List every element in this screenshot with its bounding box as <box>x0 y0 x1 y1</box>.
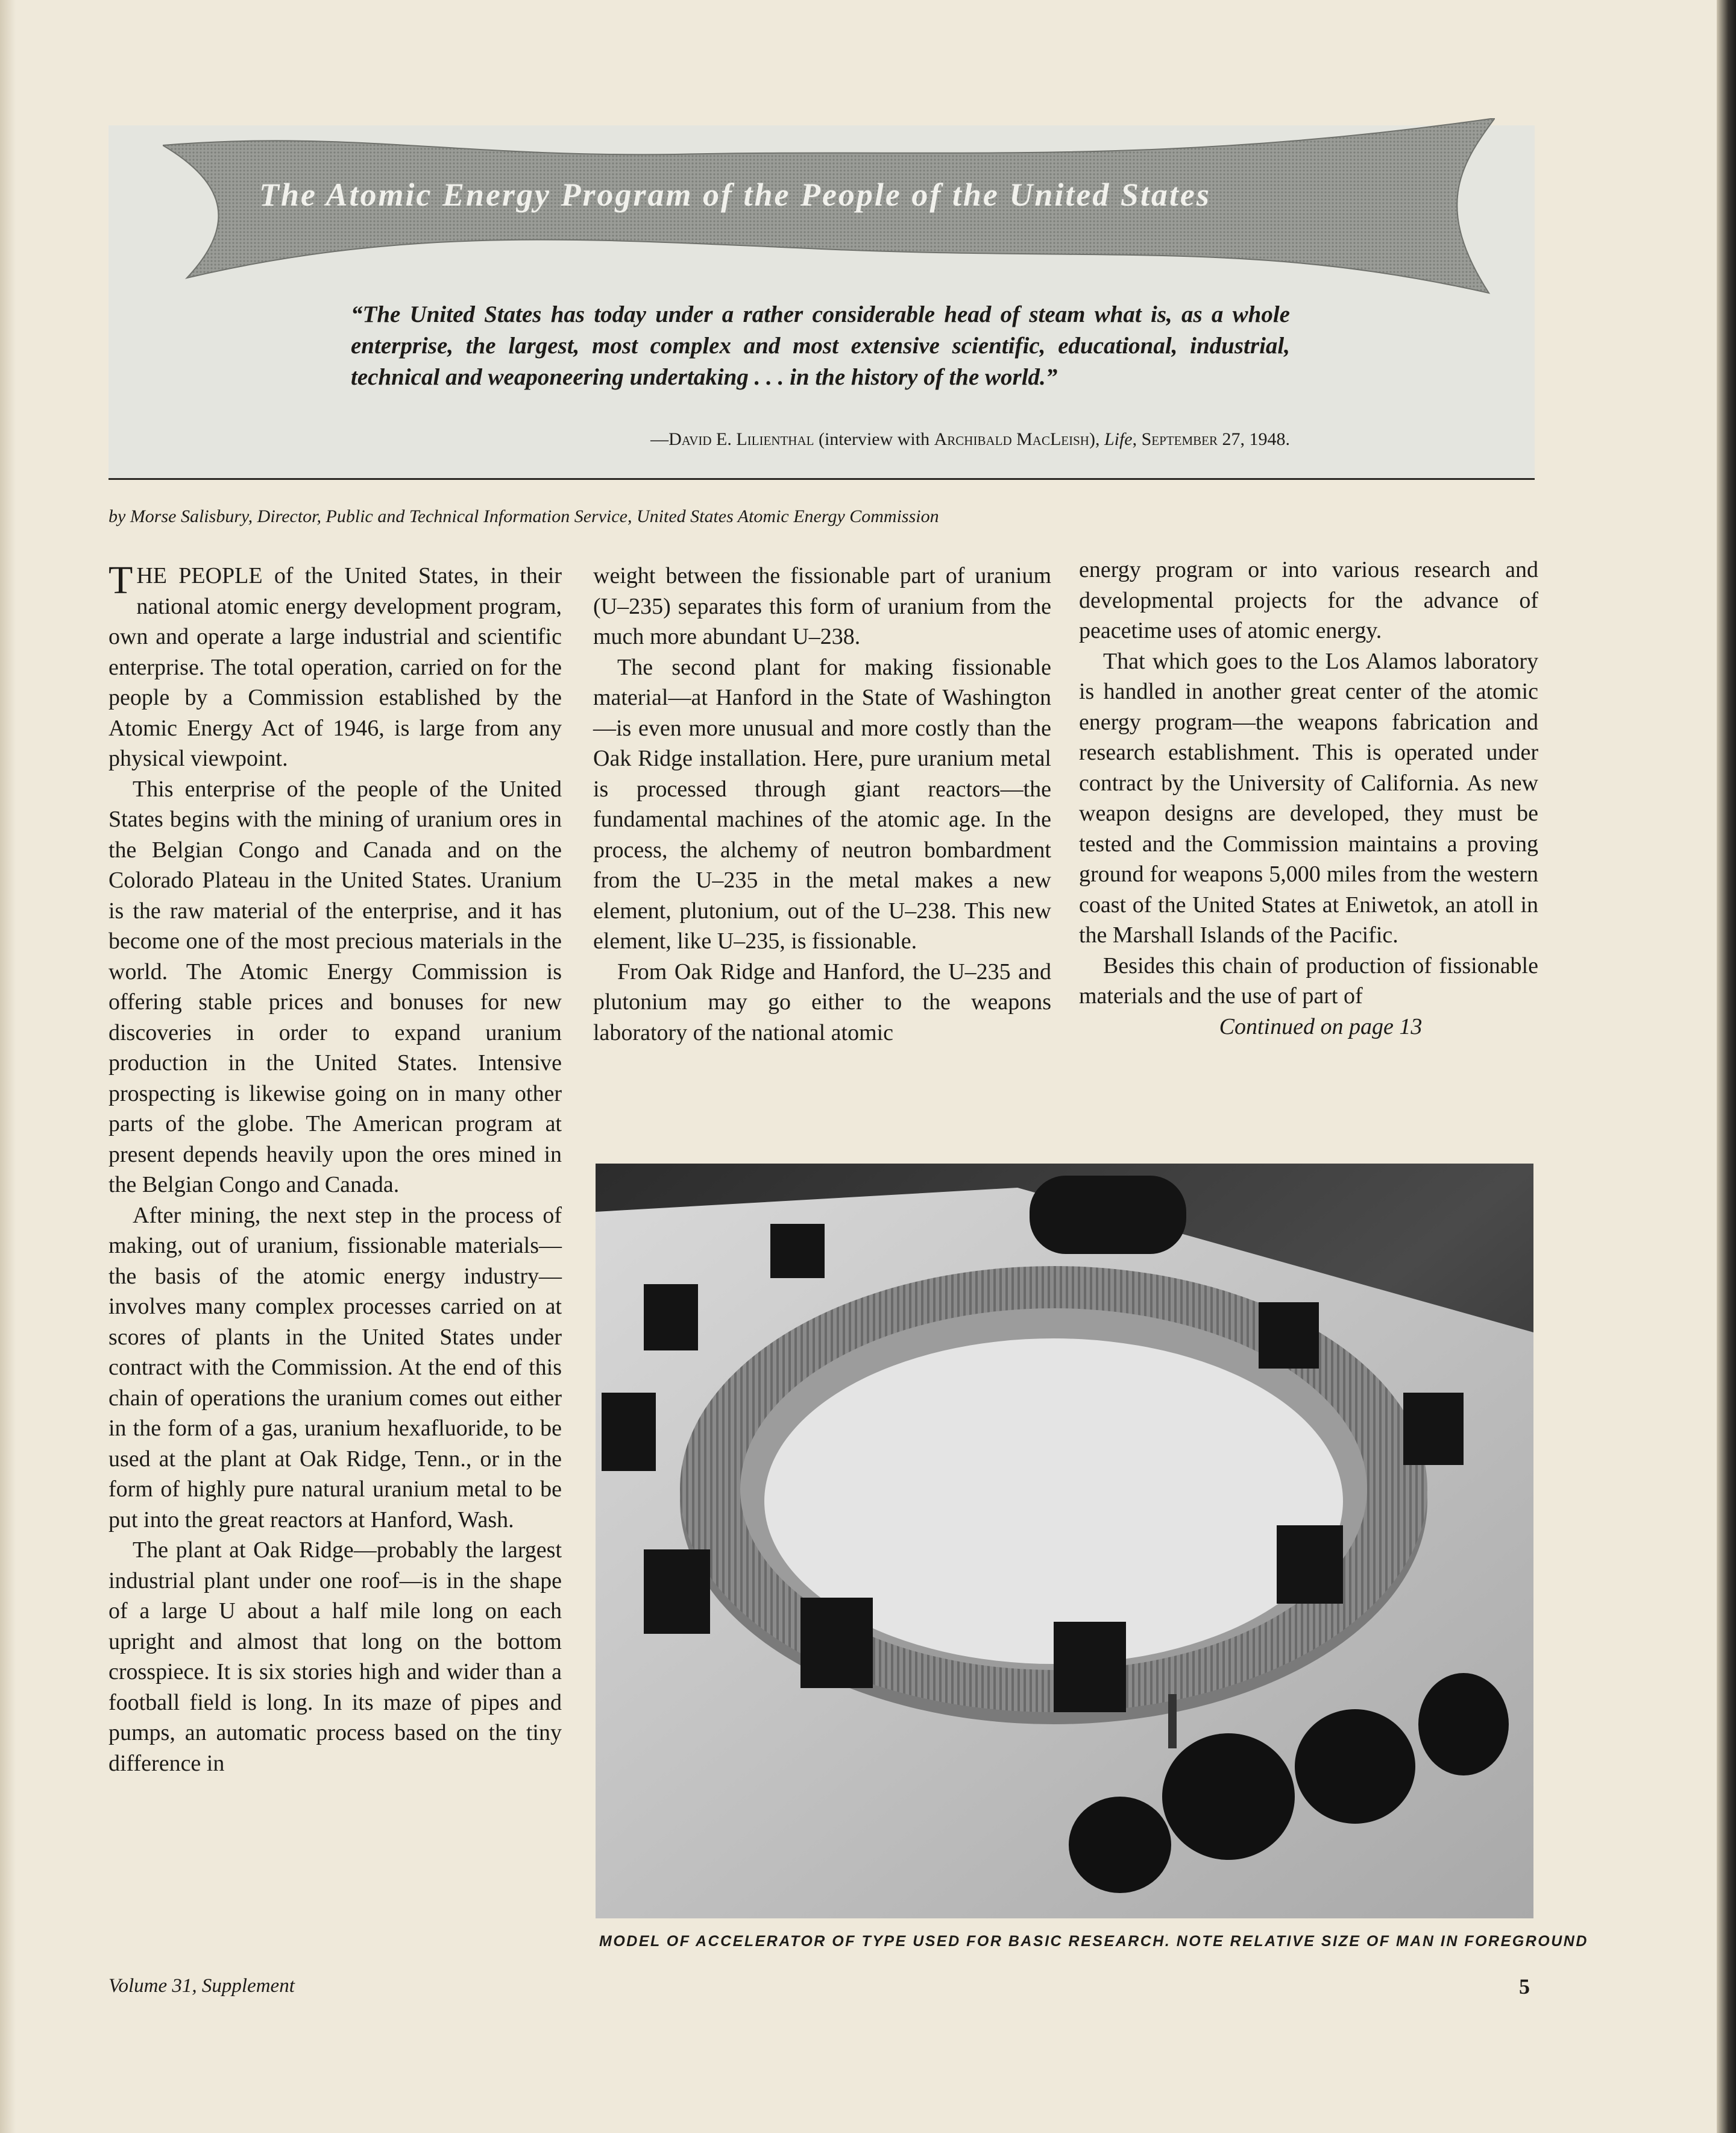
attribution-publication: Life <box>1104 429 1133 449</box>
article-title: The Atomic Energy Program of the People of the United States <box>259 177 1211 213</box>
attribution-author: David E. Lilienthal <box>668 429 814 449</box>
byline: by Morse Salisbury, Director, Public and Technical Information Service, United States Atomic Energy Commission <box>108 506 939 526</box>
paragraph: weight between the fissionable part of uranium (U–235) separates this form of uranium from the much more abundant U–238. <box>593 563 1051 649</box>
accelerator-model-photo <box>596 1164 1533 1918</box>
paragraph: The plant at Oak Ridge—probably the largest industrial plant under one roof—is in the shape of a large U about a half mile long on each upright and almost that long on the bottom crosspiece. It is six stories high and wider than a football field is long. In its maze of pipes and pumps, an automatic process based on the tiny difference in <box>108 1537 562 1776</box>
page-spine-shadow <box>0 0 16 2133</box>
paragraph <box>108 558 562 774</box>
drop-cap: T <box>108 558 133 602</box>
attribution-date: September 27, 1948. <box>1141 429 1290 449</box>
header-rule <box>108 478 1535 480</box>
attribution-dash: — <box>650 429 669 449</box>
paragraph: Besides this chain of production of fissionable materials and the use of part of <box>1079 953 1538 1009</box>
paragraph: The second plant for making fissionable material—at Hanford in the State of Washington—is even more unusual and more costly than the Oak Ridge installation. Here, pure uranium metal is processed through giant reactors—the fundamental machines of the atomic age. In the process, the alchemy of neutron bombardment from the U–235 in the metal makes a new element, plutonium, out of the U–238. This new element, like U–235, is fissionable. <box>593 654 1051 954</box>
photo-caption: MODEL OF ACCELERATOR OF TYPE USED FOR BASIC RESEARCH. NOTE RELATIVE SIZE OF MAN IN FOREGROUND <box>599 1933 1588 1950</box>
paragraph: After mining, the next step in the process of making, out of uranium, fissionable materials—the basis of the atomic energy industry—involves many complex processes carried on at scores of plants in the United States under contract with the Commission. At the end of this chain of operations the uranium comes out either in the form of a gas, uranium hexafluoride, to be used at the plant at Oak Ridge, Tenn., or in the form of highly pure natural uranium metal to be put into the great reactors at Hanford, Wash. <box>108 1202 562 1533</box>
volume-label: Volume 31, Supplement <box>108 1975 295 1997</box>
attribution-text: (interview with <box>814 429 934 449</box>
paragraph: That which goes to the Los Alamos laboratory is handled in another great center of the atomic energy program—the weapons fabrication and research establishment. This is operated under contract by the University of California. As new weapon designs are developed, they must be tested and the Commission maintains a proving ground for weapons 5,000 miles from the western coast of the United States at Eniwetok, an atoll in the Marshall Islands of the Pacific. <box>1079 648 1538 948</box>
paragraph: This enterprise of the people of the United States begins with the mining of uranium ores in the Belgian Congo and Canada and on the Colorado Plateau in the United States. Uranium is the raw material of the enterprise, and it has become one of the most precious materials in the world. The Atomic Energy Commission is offering stable prices and bonuses for new discoveries in order to expand uranium production in the United States. Intensive prospecting is likewise going on in many other parts of the globe. The American program at present depends heavily upon the ores mined in the Belgian Congo and Canada. <box>108 776 562 1197</box>
page-edge <box>1717 0 1736 2133</box>
paragraph: From Oak Ridge and Hanford, the U–235 and plutonium may go either to the weapons laboratory of the national atomic <box>593 959 1051 1045</box>
article-column-2 <box>593 561 1051 1048</box>
page-number: 5 <box>1519 1974 1530 1999</box>
attribution-text: , <box>1132 429 1142 449</box>
article-column-1 <box>108 558 562 1779</box>
continued-note: Continued on page 13 <box>1219 1013 1423 1039</box>
paragraph: energy program or into various research and developmental projects for the advance of peacetime uses of atomic energy. <box>1079 557 1538 643</box>
quote-attribution <box>362 429 1290 450</box>
article-column-3 <box>1079 555 1538 1042</box>
attribution-interviewer: Archibald MacLeish <box>934 429 1089 449</box>
paragraph-text: HE PEOPLE of the United States, in their national atomic energy development program, own and operate a large industrial and scientific enterprise. The total operation, carried on for the people by a Commission established by the Atomic Energy Act of 1946, is large from any physical viewpoint. <box>108 563 562 771</box>
attribution-text: ), <box>1089 429 1104 449</box>
epigraph-quote: “The United States has today under a rather considerable head of steam what is, as a whole enterprise, the largest, most complex and most extensive scientific, educational, industrial, technical and weaponeering undertaking . . . in the history of the world.” <box>351 301 1290 390</box>
